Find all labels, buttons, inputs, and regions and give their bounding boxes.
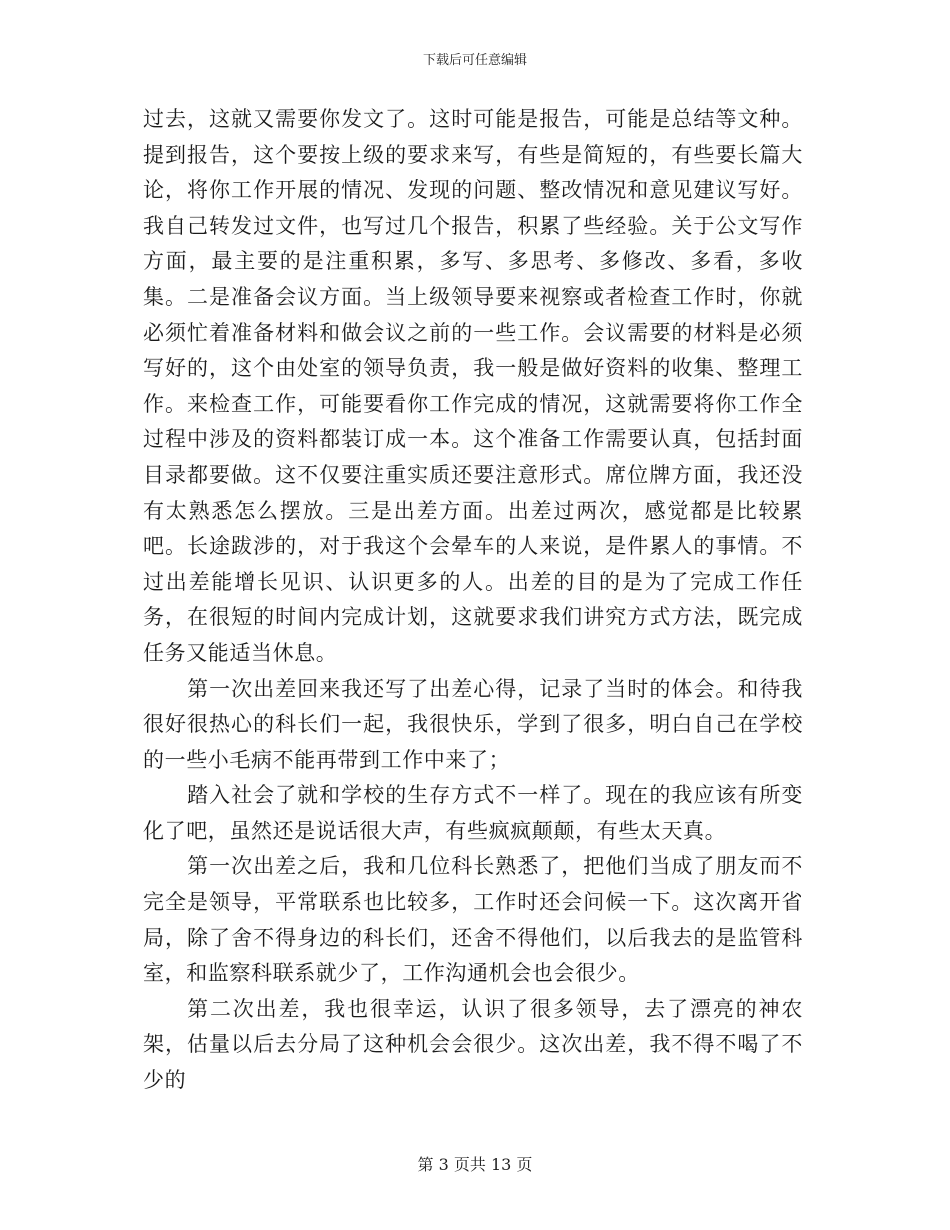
body-paragraph: 第二次出差，我也很幸运，认识了很多领导，去了漂亮的神农架，估量以后去分局了这种机会会很少。这次出差，我不得不喝了不少的 (143, 996, 803, 1093)
body-paragraph: 第一次出差回来我还写了出差心得，记录了当时的体会。和待我很好很热心的科长们一起，我很快乐，学到了很多，明白自己在学校的一些小毛病不能再带到工作中来了； (143, 676, 803, 772)
body-paragraph: 踏入社会了就和学校的生存方式不一样了。现在的我应该有所变化了吧，虽然还是说话很大声，有些疯疯颠颠，有些太天真。 (143, 783, 803, 843)
document-body (143, 102, 803, 1099)
page-number-footer: 第 3 页共 13 页 (417, 1155, 533, 1174)
body-paragraph: 第一次出差之后，我和几位科长熟悉了，把他们当成了朋友而不完全是领导，平常联系也比较多，工作时还会问候一下。这次离开省局，除了舍不得身边的科长们，还舍不得他们，以后我去的是监管科室，和监察科联系就少了，工作沟通机会也会很少。 (143, 854, 803, 986)
page-header: 下载后可任意编辑 (422, 53, 527, 68)
body-paragraph: 过去，这就又需要你发文了。这时可能是报告，可能是总结等文种。提到报告，这个要按上级的要求来写，有些是简短的，有些要长篇大论，将你工作开展的情况、发现的问题、整改情况和意见建议写好。我自己转发过文件，也写过几个报告，积累了些经验。关于公文写作方面，最主要的是注重积累，多写、多思考、多修改、多看，多收集。二是准备会议方面。当上级领导要来视察或者检查工作时，你就必须忙着准备材料和做会议之前的一些工作。会议需要的材料是必须写好的，这个由处室的领导负责，我一般是做好资料的收集、整理工作。来检查工作，可能要看你工作完成的情况，这就需要将你工作全过程中涉及的资料都装订成一本。这个准备工作需要认真，包括封面目录都要做。这不仅要注重实质还要注意形式。席位牌方面，我还没有太熟悉怎么摆放。三是出差方面。出差过两次，感觉都是比较累吧。长途跋涉的，对于我这个会晕车的人来说，是件累人的事情。不过出差能增长见识、认识更多的人。出差的目的是为了完成工作任务，在很短的时间内完成计划，这就要求我们讲究方式方法，既完成任务又能适当休息。 (143, 107, 803, 665)
